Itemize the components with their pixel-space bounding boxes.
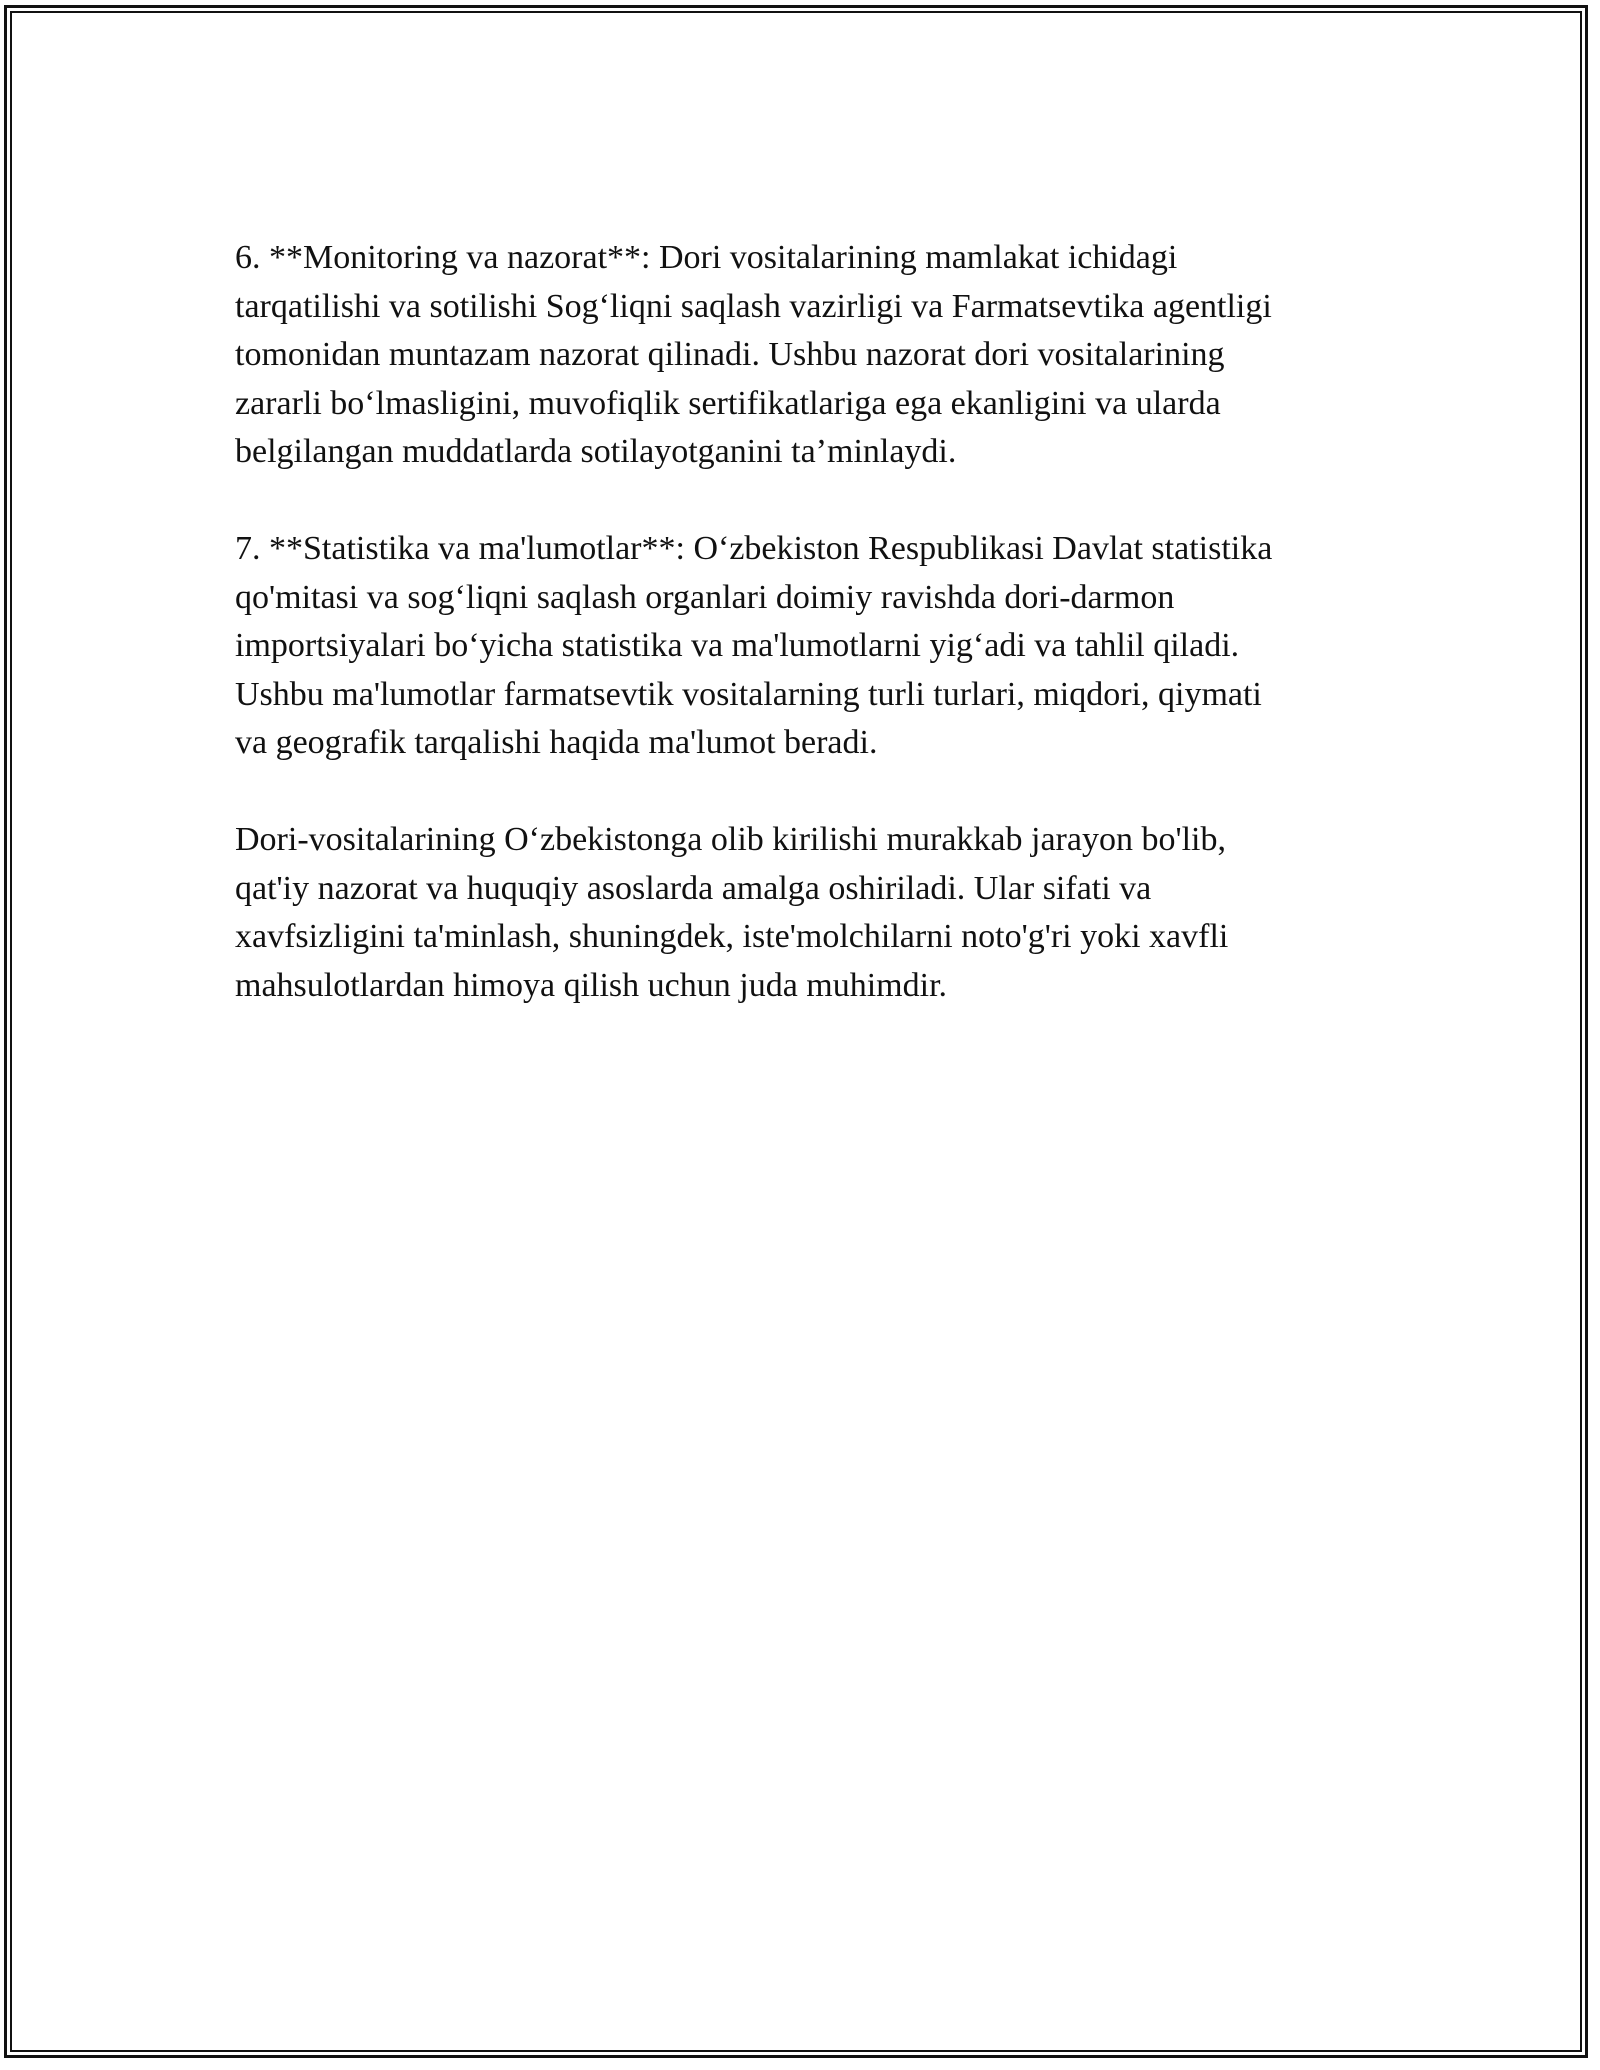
text-line: Ushbu ma'lumotlar farmatsevtik vositalarning turli turlari, miqdori, qiymati bbox=[235, 675, 1262, 713]
text-line: va geografik tarqalishi haqida ma'lumot beradi. bbox=[235, 724, 878, 761]
text-line: xavfsizligini ta'minlash, shuningdek, iste'molchilarni noto'g'ri yoki xavfli bbox=[235, 918, 1229, 955]
text-line: qat'iy nazorat va huquqiy asoslarda amalga oshiriladi. Ular sifati va bbox=[235, 869, 1152, 907]
text-line: mahsulotlardan himoya qilish uchun juda muhimdir. bbox=[235, 966, 948, 1004]
text-line: qo'mitasi va sog‘liqni saqlash organlari doimiy ravishda dori-darmon bbox=[235, 578, 1175, 616]
text-line: tomonidan muntazam nazorat qilinadi. Ushbu nazorat dori vositalarining bbox=[235, 336, 1225, 373]
text-line: belgilangan muddatlarda sotilayotganini ta’minlaydi. bbox=[235, 433, 957, 470]
text-line: 6. **Monitoring va nazorat**: Dori vositalarining mamlakat ichidagi bbox=[235, 239, 1178, 276]
text-line: 7. **Statistika va ma'lumotlar**: O‘zbekiston Respublikasi Davlat statistika bbox=[235, 530, 1273, 567]
text-line: tarqatilishi va sotilishi Sog‘liqni saqlash vazirligi va Farmatsevtika agentligi bbox=[235, 287, 1272, 325]
text-line: zararli bo‘lmasligini, muvofiqlik sertifikatlariga ega ekanligini va ularda bbox=[235, 384, 1221, 422]
paragraph-monitoring bbox=[235, 234, 1365, 477]
paragraph-conclusion bbox=[235, 816, 1365, 1010]
text-line: Dori-vositalarining O‘zbekistonga olib kirilishi murakkab jarayon bo'lib, bbox=[235, 821, 1226, 858]
document-body bbox=[235, 234, 1365, 1059]
paragraph-statistics bbox=[235, 525, 1365, 768]
text-line: importsiyalari bo‘yicha statistika va ma'lumotlarni yig‘adi va tahlil qiladi. bbox=[235, 627, 1240, 664]
